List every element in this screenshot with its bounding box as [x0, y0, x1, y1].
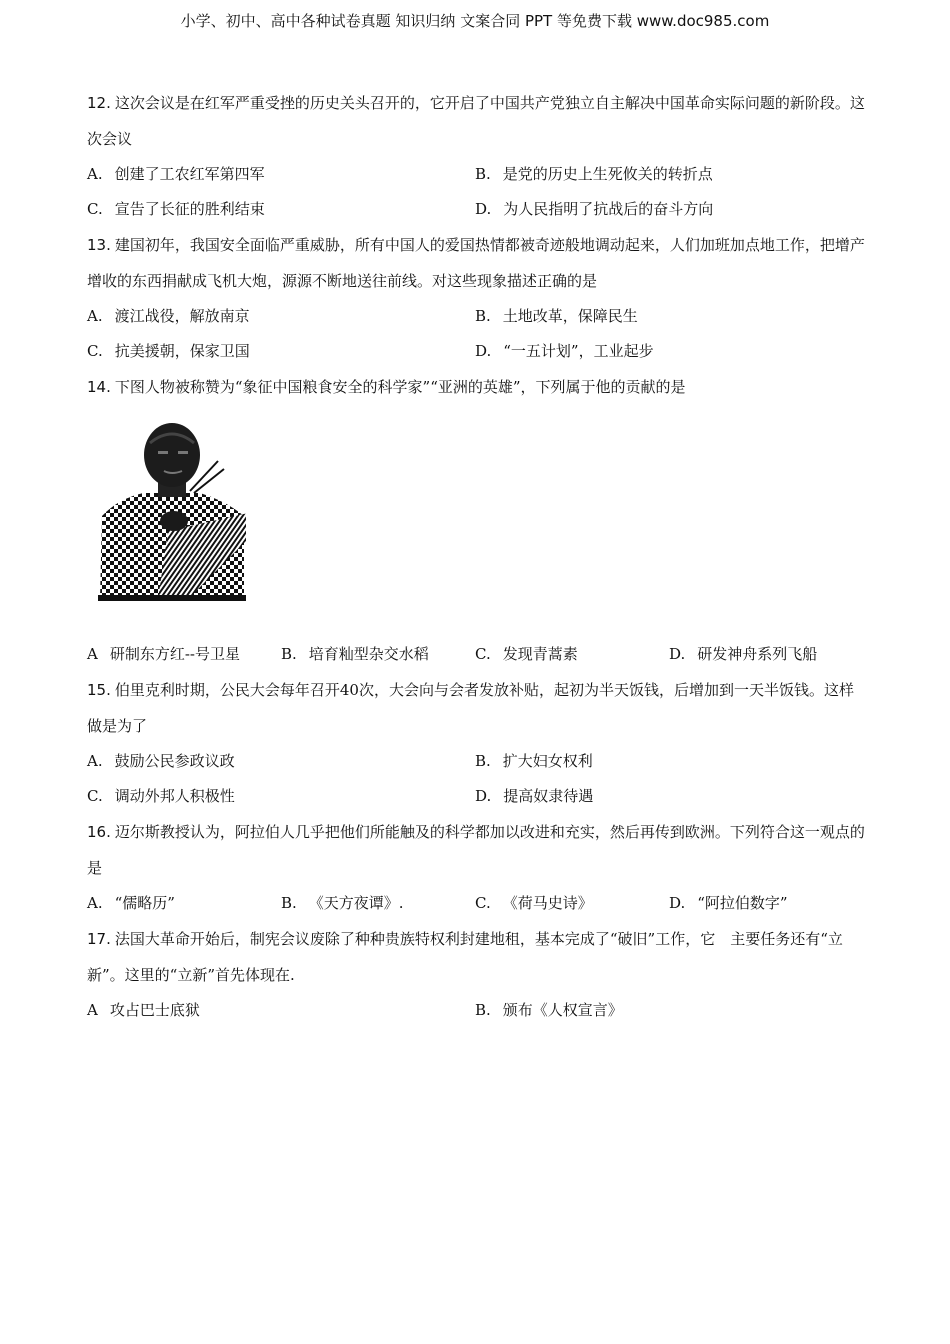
option-b[interactable] [475, 299, 863, 334]
option-label: B. [475, 752, 491, 770]
portrait-photo [98, 421, 246, 601]
options [87, 886, 867, 921]
figure [87, 405, 867, 637]
option-label: D. [475, 342, 492, 360]
option-text: 研发神舟系列飞船 [697, 645, 818, 663]
option-c[interactable] [475, 886, 669, 921]
option-d[interactable] [669, 886, 863, 921]
option-a[interactable] [87, 744, 475, 779]
question-number: 17. [87, 930, 111, 948]
option-text: 鼓励公民参政议政 [114, 752, 235, 770]
options [87, 157, 867, 227]
option-a[interactable] [87, 886, 281, 921]
option-d[interactable] [669, 637, 863, 672]
option-a[interactable] [87, 299, 475, 334]
option-text: 渡江战役，解放南京 [114, 307, 250, 325]
option-label: D. [669, 894, 686, 912]
option-label: C. [87, 200, 103, 218]
options [87, 744, 867, 814]
question-stem [87, 85, 867, 157]
option-label: D. [475, 787, 492, 805]
question-stem [87, 369, 867, 405]
option-label: B. [281, 894, 297, 912]
option-text: “儒略历” [114, 894, 175, 912]
option-b[interactable] [475, 157, 863, 192]
option-c[interactable] [87, 779, 475, 814]
option-text: 《天方夜谭》. [308, 894, 404, 912]
question-16 [87, 814, 867, 921]
question-stem [87, 672, 867, 744]
option-label: B. [475, 165, 491, 183]
question-13 [87, 227, 867, 369]
option-label: C. [475, 645, 491, 663]
option-text: 抗美援朝，保家卫国 [114, 342, 250, 360]
option-c[interactable] [475, 637, 669, 672]
option-label: A. [87, 894, 103, 912]
option-label: B. [281, 645, 297, 663]
question-17 [87, 921, 867, 1028]
option-label: D. [669, 645, 686, 663]
option-label: A. [87, 752, 103, 770]
option-text: 调动外邦人积极性 [114, 787, 235, 805]
option-b[interactable] [281, 637, 475, 672]
option-label: B. [475, 307, 491, 325]
option-a[interactable] [87, 157, 475, 192]
option-text: “阿拉伯数字” [697, 894, 788, 912]
question-stem [87, 814, 867, 886]
option-label: B. [475, 1001, 491, 1019]
question-text: 迈尔斯教授认为，阿拉伯人几乎把他们所能触及的科学都加以改进和充实，然后再传到欧洲。下列符合这一观点的是 [87, 823, 865, 877]
option-text: 研制东方红--号卫星 [109, 645, 240, 663]
option-label: A. [87, 307, 103, 325]
option-text: 宣告了长征的胜利结束 [114, 200, 265, 218]
option-text: 颁布《人权宣言》 [502, 1001, 623, 1019]
question-stem [87, 227, 867, 299]
options [87, 299, 867, 369]
option-label: A [87, 645, 98, 663]
option-text: 《荷马史诗》 [502, 894, 593, 912]
question-number: 16. [87, 823, 111, 841]
option-a[interactable] [87, 637, 281, 672]
option-label: D. [475, 200, 492, 218]
question-stem [87, 921, 867, 993]
question-text: 建国初年，我国安全面临严重威胁，所有中国人的爱国热情都被奇迹般地调动起来，人们加班加点地工作，把增产增收的东西捐献成飞机大炮，源源不断地送往前线。对这些现象描述正确的是 [87, 236, 865, 290]
option-text: 发现青蒿素 [502, 645, 578, 663]
question-text: 下图人物被称赞为“象征中国粮食安全的科学家”“亚洲的英雄”，下列属于他的贡献的是 [114, 378, 686, 396]
question-number: 12. [87, 94, 111, 112]
option-text: 提高奴隶待遇 [503, 787, 594, 805]
option-d[interactable] [475, 334, 863, 369]
question-text: 法国大革命开始后，制宪会议废除了种种贵族特权利封建地租，基本完成了“破旧”工作，它 主要任务还有“立新”。这里的“立新”首先体现在. [87, 930, 843, 984]
option-c[interactable] [87, 192, 475, 227]
question-number: 13. [87, 236, 111, 254]
option-text: 攻占巴士底狱 [109, 1001, 200, 1019]
option-label: C. [87, 342, 103, 360]
option-text: 土地改革，保障民生 [502, 307, 638, 325]
question-12 [87, 85, 867, 227]
option-text: 创建了工农红军第四军 [114, 165, 265, 183]
option-label: C. [87, 787, 103, 805]
option-text: 培育籼型杂交水稻 [308, 645, 429, 663]
option-b[interactable] [475, 744, 863, 779]
option-text: 是党的历史上生死攸关的转折点 [502, 165, 713, 183]
question-number: 14. [87, 378, 111, 396]
option-a[interactable] [87, 993, 475, 1028]
option-label: A [87, 1001, 98, 1019]
question-text: 伯里克利时期，公民大会每年召开40次，大会向与会者发放补贴，起初为半天饭钱，后增加到一天半饭钱。这样做是为了 [87, 681, 854, 735]
exam-content [87, 85, 867, 1028]
option-text: 扩大妇女权利 [502, 752, 593, 770]
options [87, 993, 867, 1028]
option-label: C. [475, 894, 491, 912]
option-text: 为人民指明了抗战后的奋斗方向 [503, 200, 714, 218]
option-label: A. [87, 165, 103, 183]
option-d[interactable] [475, 192, 863, 227]
option-text: “一五计划”，工业起步 [503, 342, 654, 360]
question-text: 这次会议是在红军严重受挫的历史关头召开的，它开启了中国共产党独立自主解决中国革命实际问题的新阶段。这次会议 [87, 94, 865, 148]
question-15 [87, 672, 867, 814]
page-header: 小学、初中、高中各种试卷真题 知识归纳 文案合同 PPT 等免费下载 www.doc985.com [180, 12, 770, 30]
option-d[interactable] [475, 779, 863, 814]
question-number: 15. [87, 681, 111, 699]
option-b[interactable] [281, 886, 475, 921]
question-14 [87, 369, 867, 672]
option-b[interactable] [475, 993, 863, 1028]
option-c[interactable] [87, 334, 475, 369]
options [87, 637, 867, 672]
